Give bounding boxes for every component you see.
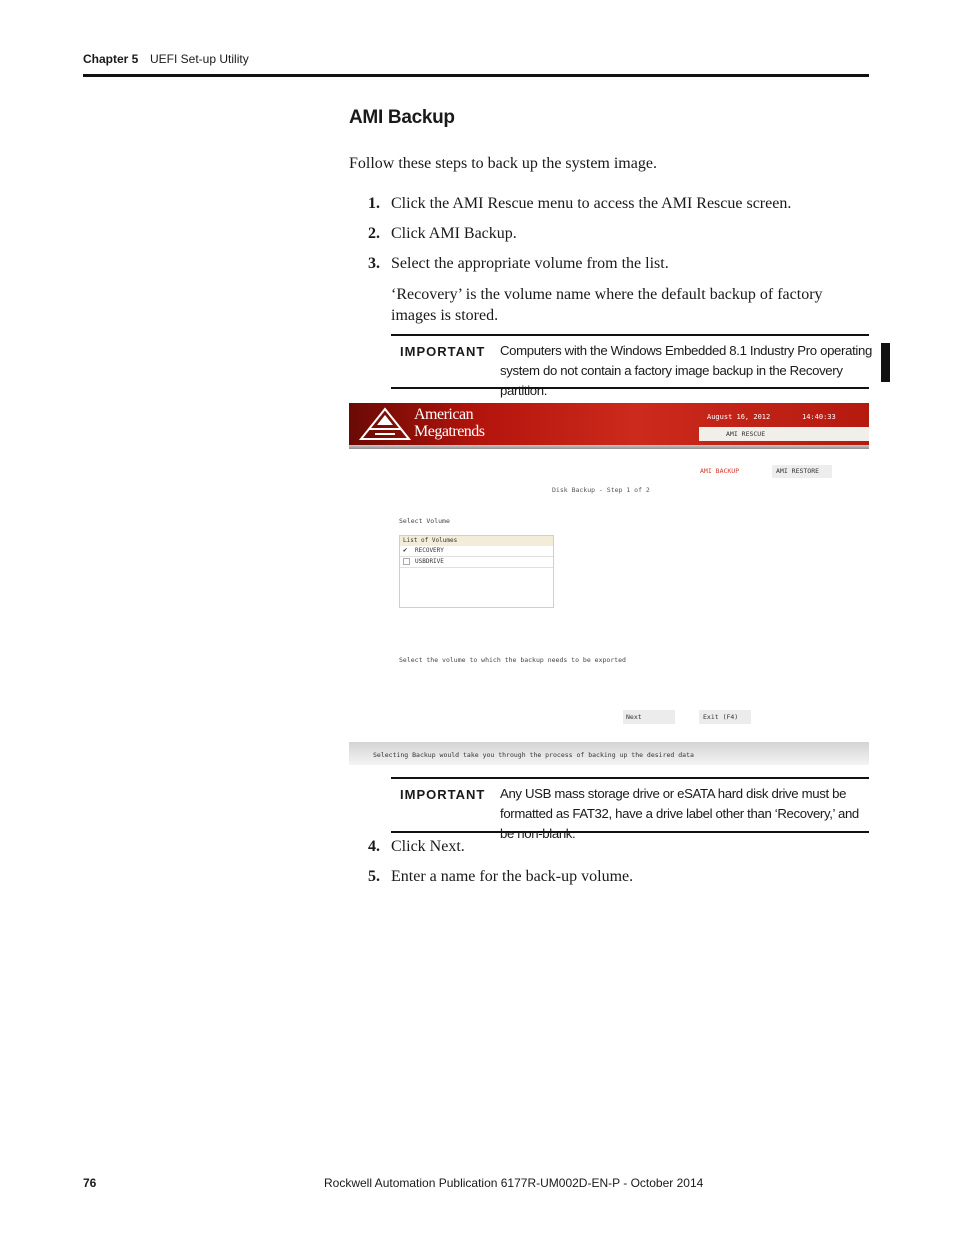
step-text: Click the AMI Rescue menu to access the AMI Rescue screen. xyxy=(391,195,792,212)
step-text: Enter a name for the back-up volume. xyxy=(391,868,634,885)
logo-text-megatrends: Megatrends xyxy=(414,423,485,440)
step-number: 1. xyxy=(368,195,380,212)
ami-rescue-menu[interactable]: AMI RESCUE xyxy=(726,430,766,438)
step-3-note: ‘Recovery’ is the volume name where the default backup of factory images is stored. xyxy=(391,286,823,324)
tab-ami-backup[interactable]: AMI BACKUP xyxy=(700,467,740,475)
logo-text-american: American xyxy=(414,406,474,423)
step-text: Click AMI Backup. xyxy=(391,225,517,242)
page-number: 76 xyxy=(83,1176,97,1190)
check-icon[interactable]: ✔ xyxy=(403,546,408,554)
ami-rescue-screenshot xyxy=(349,403,869,765)
section-title: AMI Backup xyxy=(349,107,455,128)
important-text: Any USB mass storage drive or eSATA hard disk drive must be formatted as FAT32, have a drive label other than ‘Recovery,’ and be non-blank. xyxy=(500,786,859,841)
volume-row-usbdrive[interactable] xyxy=(400,557,553,568)
exit-button[interactable]: Exit (F4) xyxy=(699,710,751,724)
step-number: 5. xyxy=(368,868,380,885)
volume-row-recovery[interactable] xyxy=(400,546,553,557)
step-number: 2. xyxy=(368,225,380,242)
banner-date: August 16, 2012 xyxy=(707,413,771,421)
banner-menu-bar xyxy=(699,427,869,441)
important-text: Computers with the Windows Embedded 8.1 Industry Pro operating system do not contain a factory image backup in the Recovery partition. xyxy=(500,343,872,398)
status-bar xyxy=(349,742,869,765)
important-box-1 xyxy=(391,334,872,398)
volume-name: USBDRIVE xyxy=(415,558,444,565)
chapter-title: UEFI Set-up Utility xyxy=(150,52,249,66)
step-number: 4. xyxy=(368,838,380,855)
chapter-thumb-tab xyxy=(881,343,890,382)
status-text: Selecting Backup would take you through the process of backing up the desired data xyxy=(373,751,694,759)
intro-paragraph: Follow these steps to back up the system image. xyxy=(349,155,657,172)
select-volume-label: Select Volume xyxy=(399,517,450,525)
banner-strip xyxy=(349,445,869,449)
step-number: 3. xyxy=(368,255,380,272)
banner-time: 14:40:33 xyxy=(802,413,836,421)
checkbox-empty-icon[interactable] xyxy=(403,558,410,565)
ami-logo-icon xyxy=(359,407,411,441)
important-label: IMPORTANT xyxy=(400,787,486,802)
chapter-label: Chapter 5 xyxy=(83,52,139,66)
volume-list-header: List of Volumes xyxy=(400,536,553,546)
step-text: Select the appropriate volume from the list. xyxy=(391,255,669,272)
publication-info: Rockwell Automation Publication 6177R-UM002D-EN-P - October 2014 xyxy=(324,1176,704,1190)
volume-list[interactable] xyxy=(399,535,554,608)
ami-banner xyxy=(349,403,869,445)
volume-hint: Select the volume to which the backup needs to be exported xyxy=(399,656,626,664)
disk-backup-step-label: Disk Backup - Step 1 of 2 xyxy=(552,486,650,494)
important-label: IMPORTANT xyxy=(400,344,486,359)
volume-name: RECOVERY xyxy=(415,547,444,554)
important-box-2 xyxy=(391,777,869,841)
tab-ami-restore[interactable]: AMI RESTORE xyxy=(772,465,832,478)
next-button[interactable]: Next xyxy=(623,710,675,724)
step-text: Click Next. xyxy=(391,838,465,855)
header-rule xyxy=(83,74,869,77)
